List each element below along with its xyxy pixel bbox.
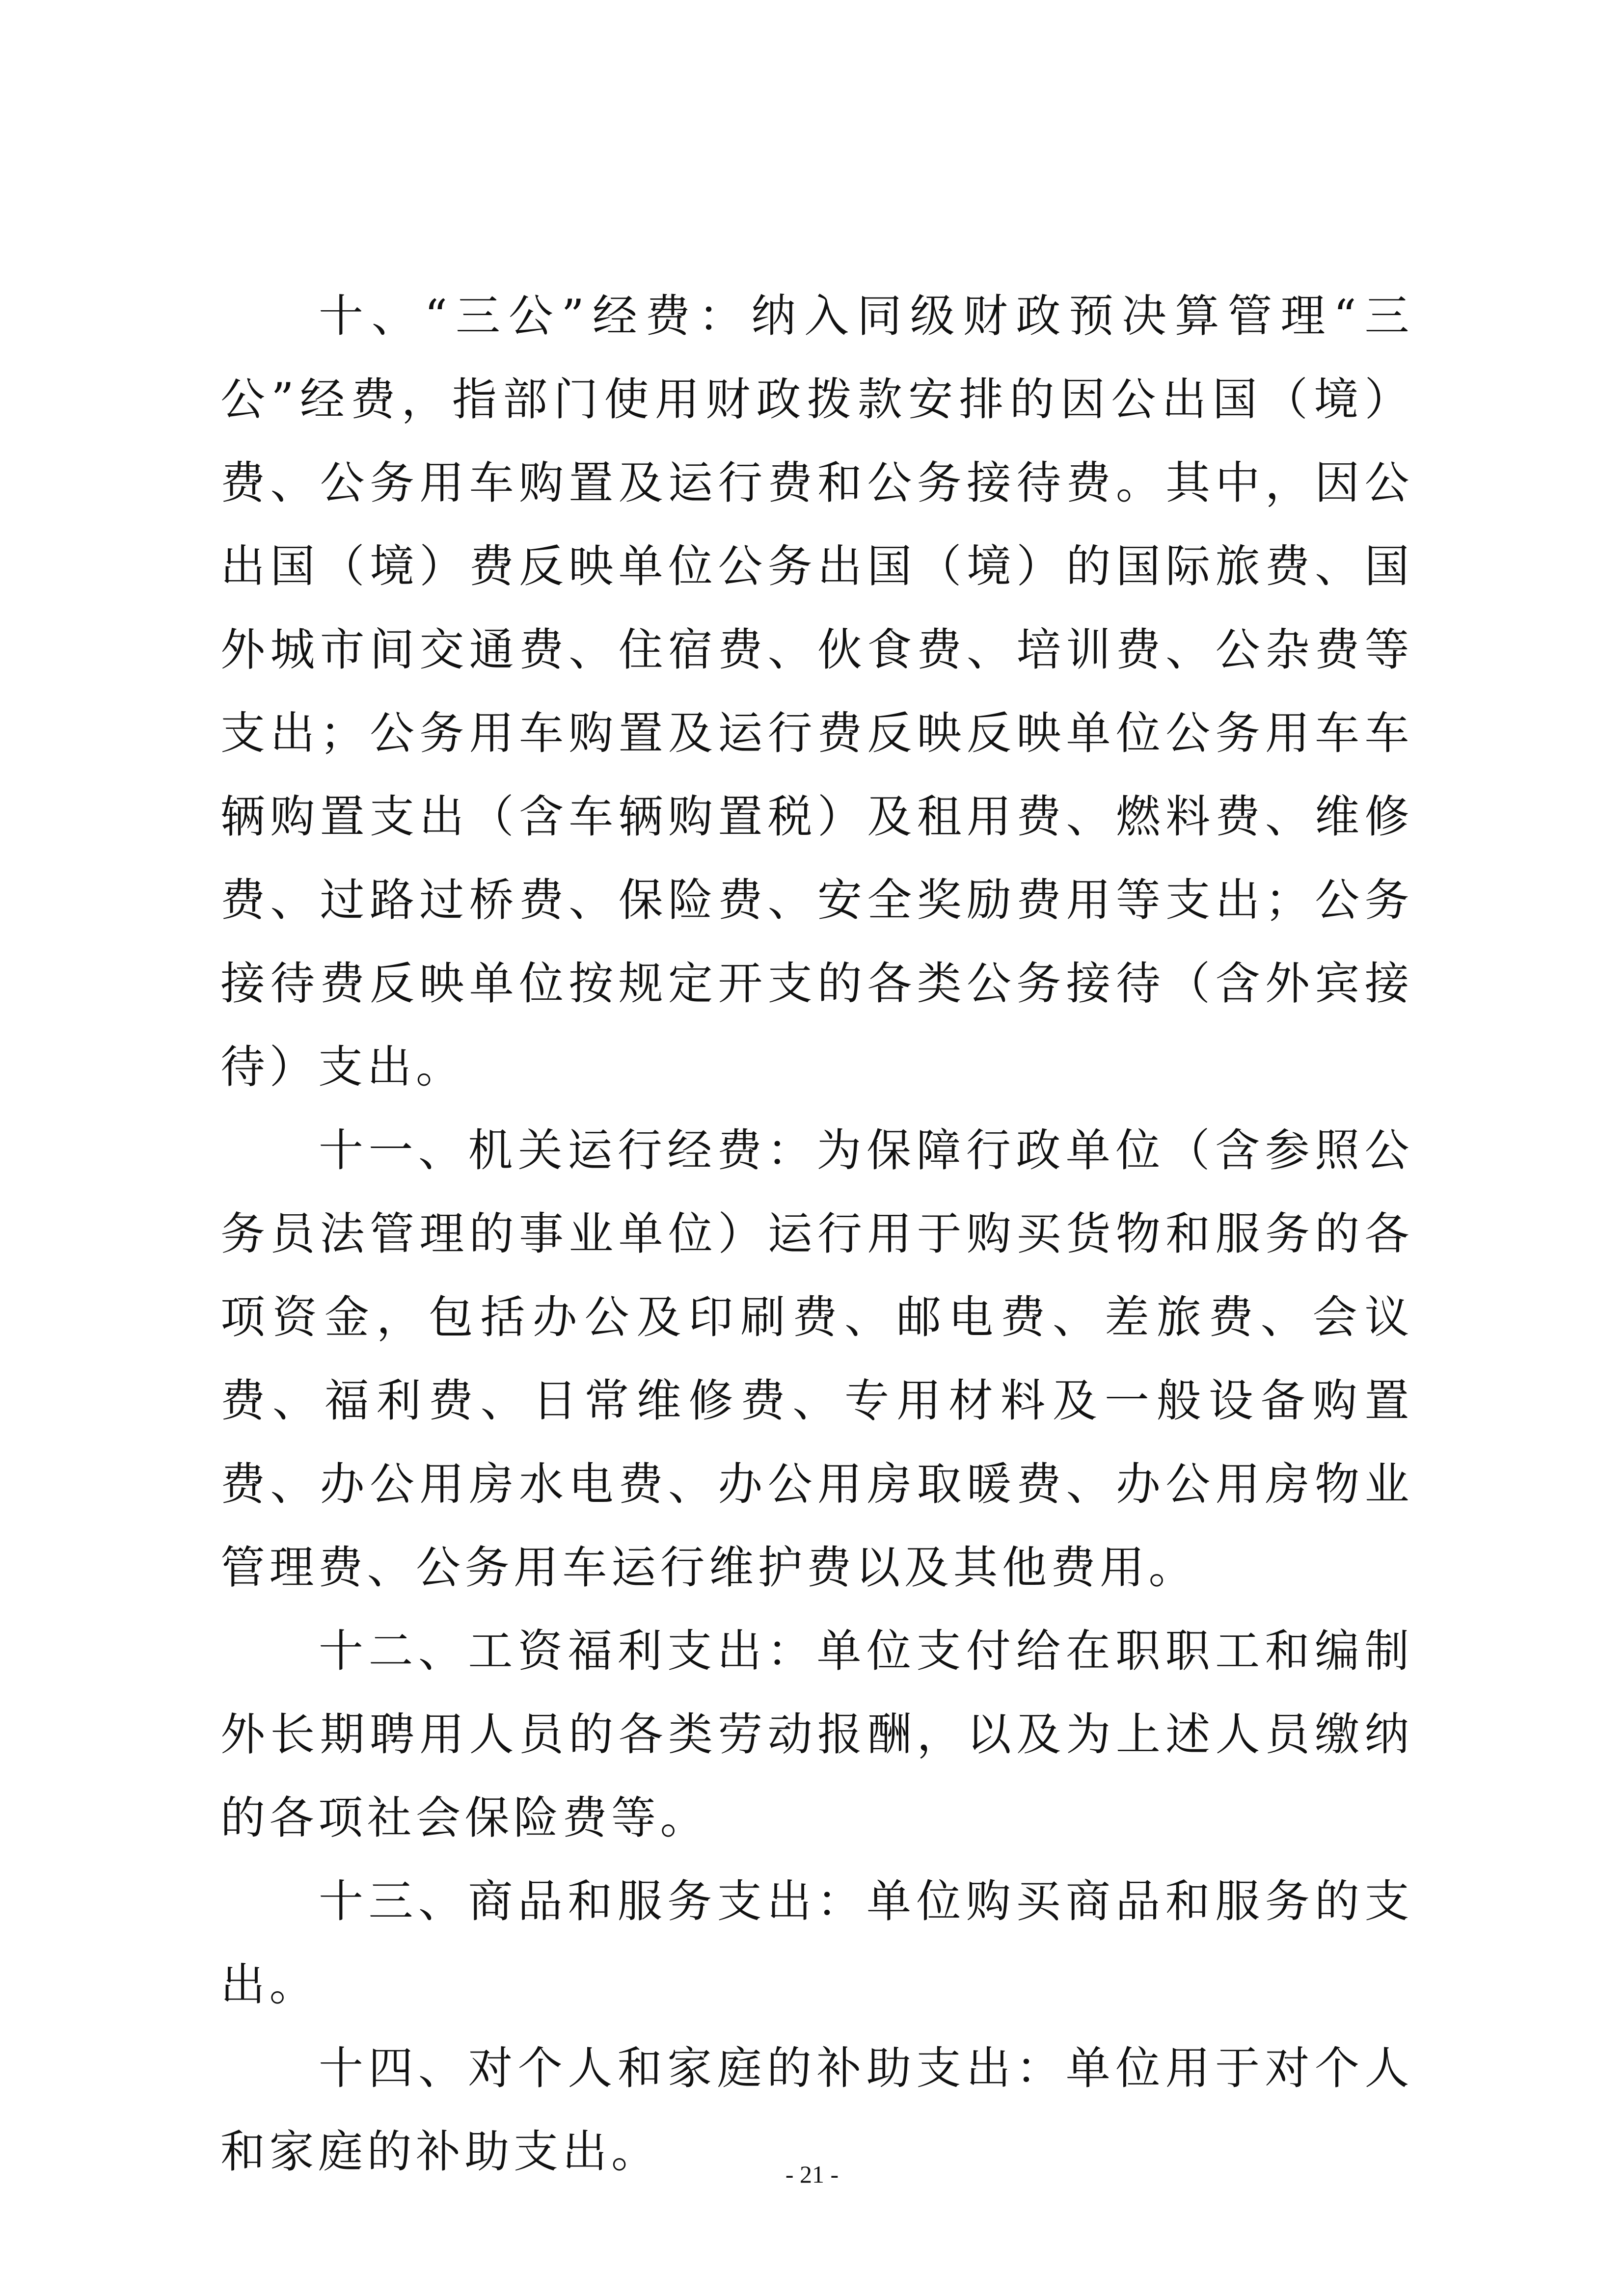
paragraph-salary-welfare: 十二、工资福利支出：单位支付给在职职工和编制外长期聘用人员的各类劳动报酬，以及为上述人员缴纳的各项社会保险费等。 bbox=[220, 1626, 1413, 1844]
paragraph-operating-expenses: 十一、机关运行经费：为保障行政单位（含参照公务员法管理的事业单位）运行用于购买货物和服务的各项资金，包括办公及印刷费、邮电费、差旅费、会议费、福利费、日常维修费、专用材料及一般设备购置费、办公用房水电费、办公用房取暖费、办公用房物业管理费、公务用车运行维护费以及其他费用。 bbox=[220, 1125, 1413, 1594]
page-number: - 21 - bbox=[785, 2161, 839, 2188]
paragraph-goods-services: 十三、商品和服务支出：单位购买商品和服务的支出。 bbox=[220, 1876, 1413, 2011]
paragraph-household-subsidy: 十四、对个人和家庭的补助支出：单位用于对个人和家庭的补助支出。 bbox=[220, 2043, 1413, 2178]
paragraph-san-gong-expenses: 十、“三公”经费：纳入同级财政预决算管理“三公”经费，指部门使用财政拨款安排的因公出国（境）费、公务用车购置及运行费和公务接待费。其中，因公出国（境）费反映单位公务出国（境）的国际旅费、国外城市间交通费、住宿费、伙食费、培训费、公杂费等支出；公务用车购置及运行费反映反映单位公务用车车辆购置支出（含车辆购置税）及租用费、燃料费、维修费、过路过桥费、保险费、安全奖励费用等支出；公务接待费反映单位按规定开支的各类公务接待（含外宾接待）支出。 bbox=[220, 291, 1413, 1093]
body-text bbox=[220, 275, 1413, 2194]
